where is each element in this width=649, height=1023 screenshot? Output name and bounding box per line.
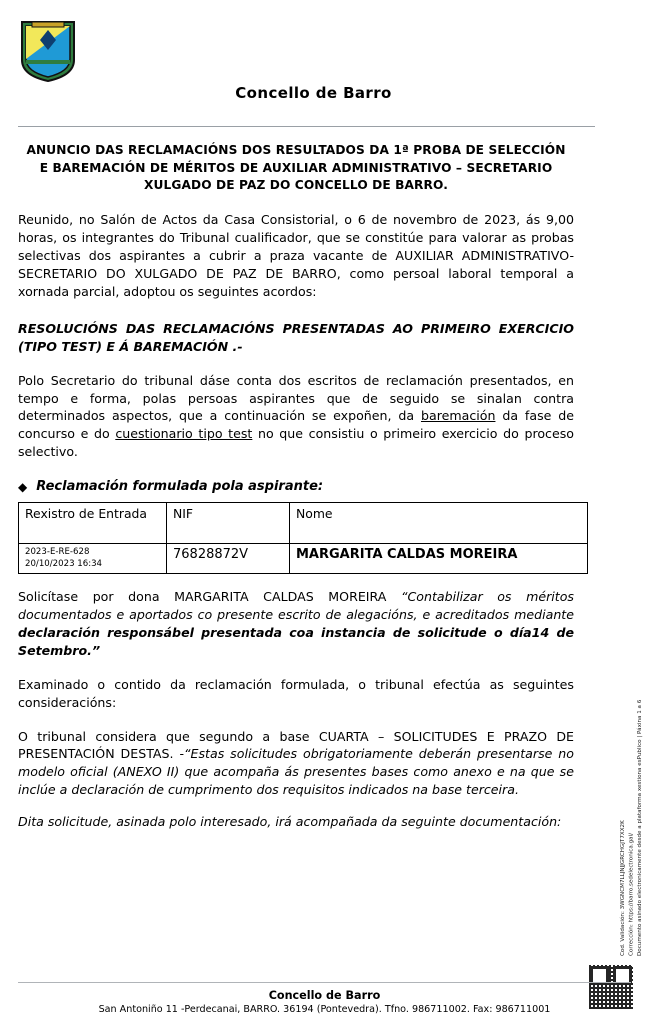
footer-divider — [18, 982, 631, 983]
organization-title: Concello de Barro — [235, 84, 392, 102]
table-header-row — [19, 503, 588, 544]
tribunal-paragraph — [18, 728, 574, 800]
document-header — [18, 14, 609, 106]
cell-nif: 76828872V — [167, 544, 290, 574]
solicita-paragraph — [18, 588, 574, 660]
page-title: ANUNCIO DAS RECLAMACIÓNS DOS RESULTADOS DA 1ª PROBA DE SELECCIÓN E BAREMACIÓN DE MÉRITOS DE AUXILIAR ADMINISTRATIVO – SECRETARIO XULGADO DE PAZ DO CONCELLO DE BARRO. — [26, 143, 566, 193]
footer-address: San Antoniño 11 -Perdecanai, BARRO. 36194 (Pontevedra). Tfno. 986711002. Fax: 986711001 — [98, 1004, 551, 1015]
footer-title: Concello de Barro — [268, 989, 381, 1002]
column-header-nome: Nome — [290, 503, 588, 544]
tribunal-italic: “Estas solicitudes obrigatoriamente deberán presentarse no modelo oficial (ANEXO II) que acompaña ás presentes bases como anexo e na que se inclúe a declaración de cumprimento dos requisitos indicados na base terceira. — [18, 746, 574, 798]
validation-code: Cod. Validación: 3WGNCM7LLJNJJGRCHGJT7XX2K — [620, 820, 626, 956]
column-header-nif: NIF — [167, 503, 290, 544]
solicita-bold-italic: declaración responsábel presentada coa instancia de solicitude o día14 de Setembro.” — [18, 625, 574, 658]
secretario-text-1: Polo Secretario do tribunal dáse conta dos escritos de reclamación presentados, en tempo e forma, polas persoas aspirantes que de seguido se sinalan contra determinados aspectos, que a continuación se expoñen, da — [18, 372, 574, 424]
validation-platform: Documento asinado electronicamente desde a plataforma xestiona esPublico | Páxina 1 a 6 — [636, 699, 643, 956]
validation-url: Corrección: https://barro.sedelectronica.gal/ — [628, 832, 635, 956]
claim-table — [18, 502, 588, 574]
secretario-paragraph — [18, 372, 574, 461]
coat-of-arms-icon — [18, 20, 78, 82]
dita-paragraph: Dita solicitude, asinada polo interesado, irá acompañada da seguinte documentación: — [18, 814, 562, 829]
intro-paragraph: Reunido, no Salón de Actos da Casa Consistorial, o 6 de novembro de 2023, ás 9,00 horas, os integrantes do Tribunal cualificador, que se constitúe para valorar as probas selectivas dos aspirantes a cubrir a praza vacante de AUXILIAR ADMINISTRATIVO-SECRETARIO DO XULGADO DE PAZ DE BARRO, como persoal laboral temporal a xornada parcial, adoptou os seguintes acordos: — [18, 212, 574, 299]
registro-number: 2023-E-RE-628 — [25, 547, 90, 558]
secretario-underline-2: cuestionario tipo test — [115, 426, 253, 442]
validation-sidebar — [619, 596, 643, 956]
cell-nome: MARGARITA CALDAS MOREIRA — [290, 544, 588, 574]
header-divider — [18, 126, 595, 127]
document-footer — [18, 982, 631, 1015]
cell-registro — [19, 544, 167, 574]
examinado-paragraph: Examinado o contido da reclamación formulada, o tribunal efectúa as seguintes consideracións: — [18, 676, 574, 710]
document-body — [18, 128, 574, 831]
secretario-text-3: no que consistiu o primeiro exercicio do proceso selectivo. — [18, 426, 574, 460]
table-row — [19, 544, 588, 574]
registro-date: 20/10/2023 16:34 — [25, 558, 103, 569]
tribunal-lead: O tribunal considera que segundo a base CUARTA – SOLICITUDES E PRAZO DE PRESENTACIÓN DESTAS. - — [18, 728, 574, 762]
diamond-bullet-icon: ◆ — [18, 479, 28, 494]
solicita-lead: Solicítase por dona MARGARITA CALDAS MOREIRA — [18, 589, 401, 605]
section-heading-resolucions: RESOLUCIÓNS DAS RECLAMACIÓNS PRESENTADAS AO PRIMEIRO EXERCICIO (TIPO TEST) E Á BAREMACIÓN .- — [18, 321, 574, 355]
solicita-italic: “Contabilizar os méritos documentados e aportados co presente escrito de alegacións, e acreditados mediante — [18, 589, 574, 623]
claim-heading-label: Reclamación formulada pola aspirante: — [36, 479, 324, 495]
secretario-underline-1: baremación — [420, 408, 496, 424]
column-header-registro: Rexistro de Entrada — [19, 503, 167, 544]
secretario-text-2: da fase de concurso e do — [18, 408, 574, 442]
claim-heading — [18, 479, 574, 494]
